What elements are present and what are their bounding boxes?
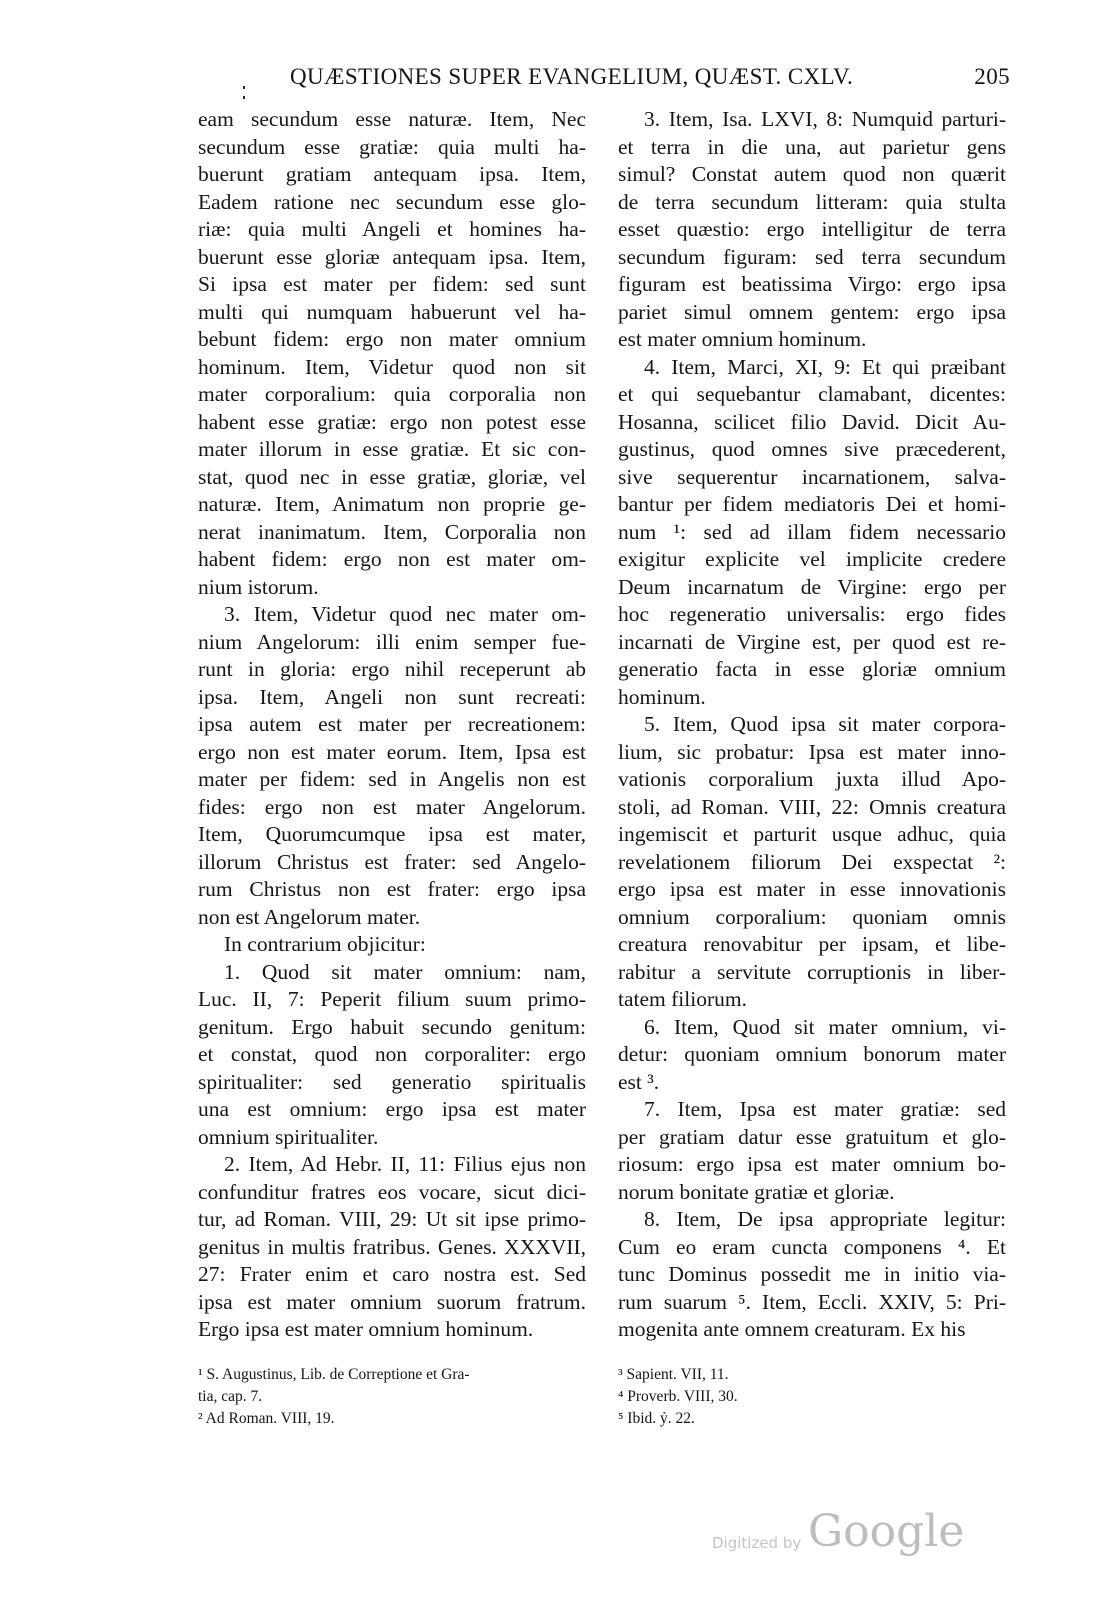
footnote-line: ⁵ Ibid. ỷ. 22.: [618, 1410, 695, 1427]
text-line: nium istorum.: [198, 574, 319, 599]
text-line: mater illorum in esse gratiæ. Et sic con-: [198, 437, 586, 461]
text-line: tur, ad Roman. VIII, 29: Ut sit ipse primo-: [198, 1207, 586, 1231]
text-line: 3. Item, Videtur quod nec mater om-: [224, 602, 586, 626]
right-column: [618, 106, 1006, 1344]
text-line: stat, quod nec in esse gratiæ, gloriæ, vel: [198, 464, 586, 489]
text-line: ipsa autem est mater per recreationem:: [198, 712, 586, 736]
text-line: 27: Frater enim et caro nostra est. Sed: [198, 1262, 586, 1286]
text-line: 4. Item, Marci, XI, 9: Et qui præibant: [644, 354, 1006, 379]
text-line: riosum: ergo ipsa est mater omnium bo-: [618, 1152, 1006, 1176]
watermark-google-logo: Google: [808, 1506, 965, 1557]
text-line: est ³.: [618, 1069, 660, 1094]
text-line: buerunt esse gloriæ antequam ipsa. Item,: [198, 244, 586, 269]
text-line: pariet simul omnem gentem: ergo ipsa: [618, 299, 1006, 324]
text-line: Hosanna, scilicet filio David. Dicit Au-: [618, 409, 1006, 434]
text-line: ipsa est mater omnium suorum fratrum.: [198, 1289, 586, 1314]
text-line: ingemiscit et parturit usque adhuc, quia: [618, 822, 1006, 846]
text-line: Ergo ipsa est mater omnium hominum.: [198, 1317, 534, 1341]
text-line: tatem filiorum.: [618, 987, 747, 1011]
text-line: naturæ. Item, Animatum non proprie ge-: [198, 492, 586, 516]
text-line: buerunt gratiam antequam ipsa. Item,: [198, 162, 586, 186]
text-line: illorum Christus est frater: sed Angelo-: [198, 849, 586, 874]
text-line: 8. Item, De ipsa appropriate legitur:: [644, 1207, 1006, 1231]
text-line: est mater omnium hominum.: [618, 327, 867, 351]
text-line: eam secundum esse naturæ. Item, Nec: [198, 107, 586, 131]
running-title: QUÆSTIONES SUPER EVANGELIUM, QUÆST. CXLV.: [290, 64, 854, 89]
google-watermark: [712, 1500, 965, 1560]
text-line: ergo non est mater eorum. Item, Ipsa est: [198, 739, 586, 764]
running-head: [220, 60, 1010, 94]
text-line: stoli, ad Roman. VIII, 22: Omnis creatura: [618, 794, 1006, 819]
text-line: una est omnium: ergo ipsa est mater: [198, 1097, 586, 1121]
text-line: et qui sequebantur clamabant, dicentes:: [618, 382, 1006, 406]
text-line: exigitur explicite vel implicite credere: [618, 547, 1006, 571]
text-line: incarnati de Virgine est, per quod est re-: [618, 629, 1006, 654]
text-line: revelationem filiorum Dei exspectat ²:: [618, 849, 1006, 874]
text-line: simul? Constat autem quod non quærit: [618, 162, 1006, 186]
footnote-line: ² Ad Roman. VIII, 19.: [198, 1410, 335, 1427]
text-line: num ¹: sed ad illam fidem necessario: [618, 519, 1006, 544]
text-line: spiritualiter: sed generatio spiritualis: [198, 1069, 586, 1094]
text-line: et constat, quod non corporaliter: ergo: [198, 1042, 586, 1066]
text-line: secundum esse gratiæ: quia multi ha-: [198, 134, 586, 159]
text-line: secundum figuram: sed terra secundum: [618, 244, 1006, 269]
footnote-line: ⁴ Proverb. VIII, 30.: [618, 1388, 738, 1405]
text-line: 6. Item, Quod sit mater omnium, vi-: [644, 1014, 1006, 1039]
text-line: genitum. Ergo habuit secundo genitum:: [198, 1014, 586, 1039]
footnotes-left: [198, 1364, 586, 1430]
text-line: hominum.: [618, 684, 706, 709]
text-line: detur: quoniam omnium bonorum mater: [618, 1042, 1006, 1066]
text-line: vationis corporalium juxta illud Apo-: [618, 767, 1006, 791]
text-line: riæ: quia multi Angeli et homines ha-: [198, 217, 586, 241]
text-line: nium Angelorum: illi enim semper fue-: [198, 629, 586, 654]
text-line: Eadem ratione nec secundum esse glo-: [198, 189, 586, 214]
left-column: [198, 106, 586, 1344]
text-line: et terra in die una, aut parietur gens: [618, 134, 1006, 159]
text-line: 3. Item, Isa. LXVI, 8: Numquid parturi-: [644, 107, 1006, 131]
text-line: lium, sic probatur: Ipsa est mater inno-: [618, 739, 1006, 764]
text-line: Deum incarnatum de Virgine: ergo per: [618, 574, 1006, 599]
text-line: 5. Item, Quod ipsa sit mater corpora-: [644, 712, 1006, 736]
text-line: ergo ipsa est mater in esse innovationis: [618, 877, 1006, 901]
footnote-line: ³ Sapient. VII, 11.: [618, 1366, 729, 1383]
text-line: Item, Quorumcumque ipsa est mater,: [198, 822, 586, 846]
text-line: mater corporalium: quia corporalia non: [198, 382, 586, 406]
text-line: hominum. Item, Videtur quod non sit: [198, 354, 586, 379]
footnote-line: ¹ S. Augustinus, Lib. de Correptione et Gra-: [198, 1366, 470, 1383]
footnotes-right: [618, 1364, 1006, 1430]
text-line: habent esse gratiæ: ergo non potest esse: [198, 409, 586, 434]
print-speck: [243, 96, 245, 99]
text-line: hoc regeneratio universalis: ergo fides: [618, 602, 1006, 626]
text-line: ipsa. Item, Angeli non sunt recreati:: [198, 684, 586, 709]
text-line: mater per fidem: sed in Angelis non est: [198, 767, 586, 791]
text-line: fides: ergo non est mater Angelorum.: [198, 794, 586, 819]
text-line: omnium spiritualiter.: [198, 1124, 379, 1149]
text-line: 1. Quod sit mater omnium: nam,: [224, 959, 586, 984]
text-line: 2. Item, Ad Hebr. II, 11: Filius ejus non: [224, 1152, 586, 1176]
text-line: genitus in multis fratribus. Genes. XXXVII,: [198, 1234, 586, 1259]
text-line: non est Angelorum mater.: [198, 904, 421, 929]
print-speck: [243, 86, 245, 89]
text-line: per gratiam datur esse gratuitum et glo-: [618, 1124, 1006, 1149]
text-line: tunc Dominus possedit me in initio via-: [618, 1262, 1006, 1286]
text-line: nerat inanimatum. Item, Corporalia non: [198, 519, 586, 544]
text-line: rum suarum ⁵. Item, Eccli. XXIV, 5: Pri-: [618, 1289, 1006, 1314]
text-line: esset quæstio: ergo intelligitur de terra: [618, 217, 1006, 241]
text-line: bebunt fidem: ergo non mater omnium: [198, 327, 586, 351]
text-line: mogenita ante omnem creaturam. Ex his: [618, 1317, 966, 1341]
text-line: creatura renovabitur per ipsam, et libe-: [618, 932, 1006, 956]
text-line: habent fidem: ergo non est mater om-: [198, 547, 586, 571]
text-line: de terra secundum litteram: quia stulta: [618, 189, 1006, 214]
text-line: In contrarium objicitur:: [224, 932, 426, 956]
text-line: sive sequerentur incarnationem, salva-: [618, 464, 1006, 489]
text-line: multi qui numquam habuerunt vel ha-: [198, 299, 586, 324]
text-line: Luc. II, 7: Peperit filium suum primo-: [198, 987, 586, 1011]
text-line: bantur per fidem mediatoris Dei et homi-: [618, 492, 1006, 516]
text-line: generatio facta in esse gloriæ omnium: [618, 657, 1006, 681]
text-line: Si ipsa est mater per fidem: sed sunt: [198, 272, 586, 296]
page-number: 205: [974, 64, 1010, 89]
text-line: confunditur fratres eos vocare, sicut dici-: [198, 1179, 586, 1204]
text-line: Cum eo eram cuncta componens ⁴. Et: [618, 1234, 1006, 1259]
text-line: runt in gloria: ergo nihil receperunt ab: [198, 657, 586, 681]
text-line: rum Christus non est frater: ergo ipsa: [198, 877, 586, 901]
text-line: rabitur a servitute corruptionis in liber-: [618, 959, 1006, 984]
watermark-digitized-text: Digitized by: [712, 1534, 802, 1552]
text-line: gustinus, quod omnes sive præcederent,: [618, 437, 1006, 461]
text-line: omnium corporalium: quoniam omnis: [618, 904, 1006, 929]
text-line: norum bonitate gratiæ et gloriæ.: [618, 1179, 895, 1204]
footnote-line: tia, cap. 7.: [198, 1388, 263, 1405]
text-line: figuram est beatissima Virgo: ergo ipsa: [618, 272, 1006, 296]
text-line: 7. Item, Ipsa est mater gratiæ: sed: [644, 1097, 1006, 1121]
